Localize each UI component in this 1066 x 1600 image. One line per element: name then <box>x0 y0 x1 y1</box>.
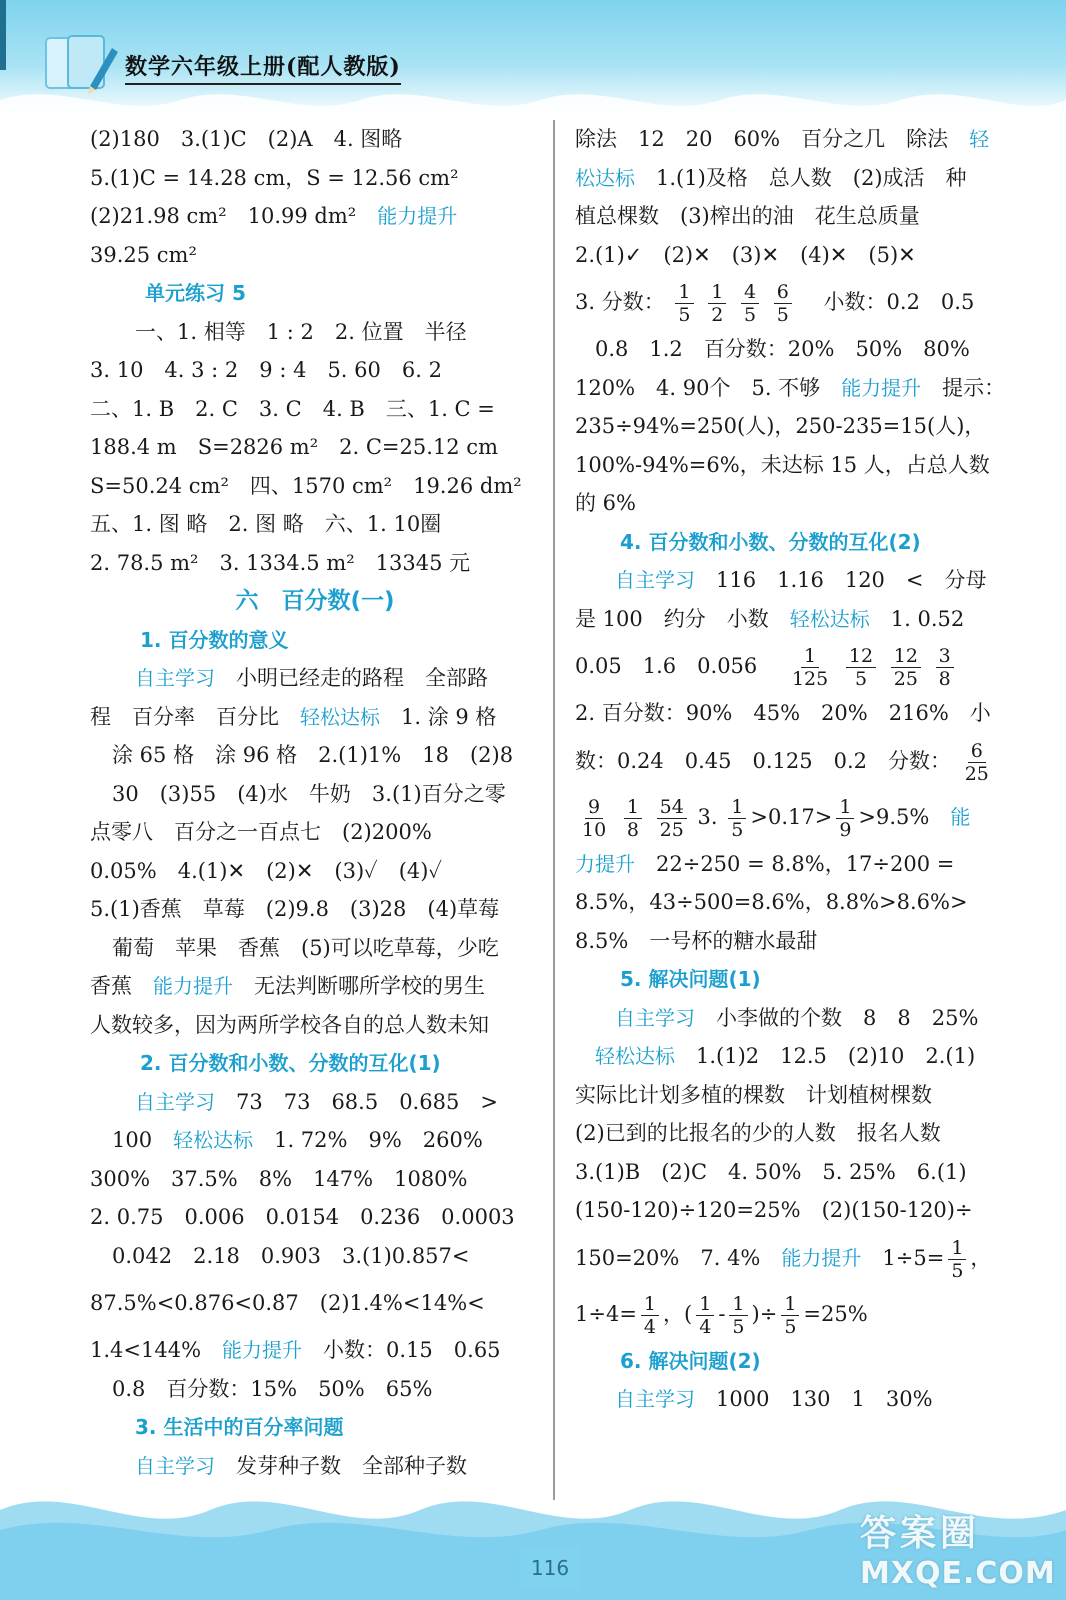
answer-line: 自主学习 发芽种子数 全部种子数 <box>135 1453 467 1478</box>
label-ability: 能 <box>950 804 971 829</box>
fraction: $\frac{9}{10}$ <box>582 795 607 841</box>
answer-line: 香蕉 能力提升 无法判断哪所学校的男生 <box>90 974 485 998</box>
fraction: $\frac{1}{5}$ <box>675 281 693 326</box>
answer-line: 1÷4= $\frac{1}{4}$ ，( $\frac{1}{4}$ - $\frac{1}{5}$ )÷ $\frac{1}{5}$ =25% <box>575 1292 868 1338</box>
fraction: $\frac{1}{9}$ <box>836 796 854 841</box>
answer-line: 5.(1)C = 14.28 cm，S = 12.56 cm² <box>90 165 459 190</box>
answer-line: 的 6% <box>575 491 636 515</box>
answer-line: 150=20% 7. 4% 能力提升 1÷5= $\frac{1}{5}$ ， <box>575 1236 992 1282</box>
fraction: $\frac{12}{25}$ <box>891 645 921 690</box>
book-pencil-icon <box>40 28 120 98</box>
answer-line: (150-120)÷120=25% (2)(150-120)÷ <box>575 1198 973 1222</box>
label-ability: 能力提升 <box>841 375 922 400</box>
label-self-study: 自主学习 <box>135 1453 215 1478</box>
fraction: $\frac{1}{5}$ <box>948 1237 966 1282</box>
answer-line: 0.8 百分数：15% 50% 65% <box>112 1376 433 1401</box>
fraction: $\frac{1}{5}$ <box>729 1293 747 1338</box>
section-heading: 4. 百分数和小数、分数的互化(2) <box>620 529 921 554</box>
section-heading: 3. 生活中的百分率问题 <box>135 1415 344 1439</box>
answer-line: 人数较多，因为两所学校各自的总人数未知 <box>90 1012 489 1037</box>
answer-line: 1.4<144% 能力提升 小数：0.15 0.65 <box>90 1338 501 1362</box>
header-title: 数学六年级上册(配人教版) <box>125 50 401 85</box>
answer-line: 3. 分数： $\frac{1}{5}$ $\frac{1}{2}$ $\frac{4}{5}$ $\frac{6}{5}$ 小数：0.2 0.5 <box>575 281 975 326</box>
header-left-rule <box>0 0 6 70</box>
answer-line: 188.4 m S=2826 m² 2. C=25.12 cm <box>90 435 498 459</box>
fraction: $\frac{1}{2}$ <box>708 281 726 326</box>
fraction: $\frac{3}{8}$ <box>936 645 954 690</box>
answer-line: 0.8 1.2 百分数：20% 50% 80% <box>595 337 970 361</box>
answer-line: 300% 37.5% 8% 147% 1080% <box>90 1166 468 1191</box>
answer-line: 涂 65 格 涂 96 格 2.(1)1% 18 (2)8 <box>112 743 514 767</box>
fraction: $\frac{1}{4}$ <box>641 1293 659 1338</box>
answer-line: 120% 4. 90个 5. 不够 能力提升 提示： <box>575 375 1006 400</box>
answer-line: 100%-94%=6%，未达标 15 人，占总人数 <box>575 452 990 477</box>
answer-line: 0.05 1.6 0.056 $\frac{1}{125}$ $\frac{12}{5}$ $\frac{12}{25}$ $\frac{3}{8}$ <box>575 638 1020 694</box>
label-ability: 能力提升 <box>153 974 233 998</box>
answer-line: (2)180 3.(1)C (2)A 4. 图略 <box>90 127 403 151</box>
answer-line: 2. 百分数：90% 45% 20% 216% 小 <box>575 701 991 725</box>
answer-line: 实际比计划多植的棵数 计划植树棵数 <box>575 1082 932 1107</box>
answer-line: 五、1. 图 略 2. 图 略 六、1. 10圈 <box>90 512 442 536</box>
answer-line: 一、1. 相等 1 : 2 2. 位置 半径 <box>135 319 467 344</box>
answer-line: 松达标 1.(1)及格 总人数 (2)成活 种 <box>575 165 967 190</box>
label-easy: 轻松达标 <box>300 704 380 729</box>
fraction: $\frac{6}{5}$ <box>774 281 792 326</box>
label-easy: 轻松达标 <box>173 1128 254 1152</box>
answer-line: (2)21.98 cm² 10.99 dm² 能力提升 <box>90 204 458 228</box>
answer-line: 数：0.24 0.45 0.125 0.2 分数： $\frac{6}{25}$ <box>575 733 1020 789</box>
answer-line: 葡萄 苹果 香蕉 (5)可以吃草莓，少吃 <box>112 935 499 960</box>
answer-line: 3.(1)B (2)C 4. 50% 5. 25% 6.(1) <box>575 1159 967 1184</box>
answer-line: 2. 78.5 m² 3. 1334.5 m² 13345 元 <box>90 550 471 575</box>
fraction: $\frac{1}{4}$ <box>696 1293 714 1338</box>
answer-line: 自主学习 小李做的个数 8 8 25% <box>615 1005 979 1030</box>
answer-line: 自主学习 116 1.16 120 < 分母 <box>615 568 987 592</box>
label-self-study: 自主学习 <box>135 1089 215 1114</box>
column-divider <box>553 120 555 1500</box>
answer-line: 2.(1)✓ (2)✕ (3)✕ (4)✕ (5)✕ <box>575 242 916 267</box>
label-self-study: 自主学习 <box>615 1387 695 1411</box>
section-heading: 单元练习 5 <box>145 281 246 305</box>
answer-line: 植总棵数 (3)榨出的油 花生总质量 <box>575 204 920 228</box>
answer-line: 轻松达标 1.(1)2 12.5 (2)10 2.(1) <box>595 1044 976 1068</box>
answer-line: S=50.24 cm² 四、1570 cm² 19.26 dm² <box>90 473 522 498</box>
label-ability: 能力提升 <box>377 204 458 228</box>
answer-line: 0.042 2.18 0.903 3.(1)0.857< <box>112 1243 470 1268</box>
left-column <box>90 120 540 1485</box>
answer-line: 程 百分率 百分比 轻松达标 1. 涂 9 格 <box>90 704 497 729</box>
answer-line: 3. 10 4. 3 : 2 9 : 4 5. 60 6. 2 <box>90 358 442 382</box>
page-number: 116 <box>520 1548 580 1588</box>
answer-line: 30 (3)55 (4)水 牛奶 3.(1)百分之零 <box>112 781 506 806</box>
fraction: $\frac{6}{25}$ <box>964 739 989 785</box>
answer-line: 是 100 约分 小数 轻松达标 1. 0.52 <box>575 606 965 631</box>
fraction: $\frac{1}{5}$ <box>781 1293 799 1338</box>
answer-line: 自主学习 1000 130 1 30% <box>615 1387 933 1411</box>
answer-line: 100 轻松达标 1. 72% 9% 260% <box>112 1128 483 1152</box>
label-self-study: 自主学习 <box>615 568 695 592</box>
answer-line: 0.05% 4.(1)✕ (2)✕ (3)✓ (4)✓ <box>90 858 443 883</box>
label-self-study: 自主学习 <box>135 666 215 690</box>
label-easy: 轻 <box>969 127 990 151</box>
fraction: $\frac{1}{8}$ <box>624 796 642 841</box>
site-watermark: 答案圈 MXQE.COM <box>860 1513 1056 1591</box>
section-heading: 6. 解决问题(2) <box>620 1348 761 1373</box>
answer-line: 点零八 百分之一百点七 (2)200% <box>90 820 432 844</box>
label-easy: 轻松达标 <box>789 606 870 631</box>
label-ability: 力提升 <box>575 851 635 876</box>
answer-line: 力提升 22÷250 = 8.8%，17÷200 = <box>575 851 955 876</box>
answer-line: 5.(1)香蕉 草莓 (2)9.8 (3)28 (4)草莓 <box>90 897 500 921</box>
answer-line: (2)已到的比报名的少的人数 报名人数 <box>575 1121 941 1145</box>
answer-line: 二、1. B 2. C 3. C 4. B 三、1. C = <box>90 396 495 421</box>
fraction: $\frac{1}{5}$ <box>728 796 746 841</box>
right-column <box>575 120 1020 1419</box>
answer-line: 自主学习 小明已经走的路程 全部路 <box>135 666 488 690</box>
answer-line: 235÷94%=250(人)，250-235=15(人)， <box>575 414 986 438</box>
label-ability: 能力提升 <box>781 1245 862 1270</box>
answer-line: 8.5%，43÷500=8.6%，8.8%>8.6%> <box>575 890 968 914</box>
fraction: $\frac{1}{125}$ <box>791 645 829 690</box>
answer-line: 自主学习 73 73 68.5 0.685 > <box>135 1089 498 1114</box>
chapter-heading: 六 百分数(一) <box>235 588 395 614</box>
label-easy: 松达标 <box>575 165 635 190</box>
section-heading: 5. 解决问题(1) <box>620 967 761 991</box>
answer-line: 87.5%<0.876<0.8̇7 (2)1.4%<14%< <box>90 1291 485 1315</box>
answer-line: 8.5% 一号杯的糖水最甜 <box>575 928 818 953</box>
answer-line: 2. 0.75 0.006 0.0154 0.236 0.0003 <box>90 1205 515 1229</box>
answer-line: 39.25 cm² <box>90 242 197 267</box>
fraction: $\frac{12}{5}$ <box>846 645 876 690</box>
label-easy: 轻松达标 <box>595 1044 675 1068</box>
label-self-study: 自主学习 <box>615 1005 695 1030</box>
section-heading: 1. 百分数的意义 <box>140 627 289 652</box>
fraction: $\frac{54}{25}$ <box>657 796 687 841</box>
label-ability: 能力提升 <box>222 1338 303 1362</box>
section-heading: 2. 百分数和小数、分数的互化(1) <box>140 1051 441 1075</box>
answer-line: $\frac{9}{10}$ $\frac{1}{8}$ $\frac{54}{25}$ 3. $\frac{1}{5}$ >0.17> $\frac{1}{9}$ >9.5% 能 <box>575 789 1020 845</box>
answer-line: 除法 12 20 60% 百分之几 除法 轻 <box>575 127 990 151</box>
fraction: $\frac{4}{5}$ <box>741 281 759 326</box>
